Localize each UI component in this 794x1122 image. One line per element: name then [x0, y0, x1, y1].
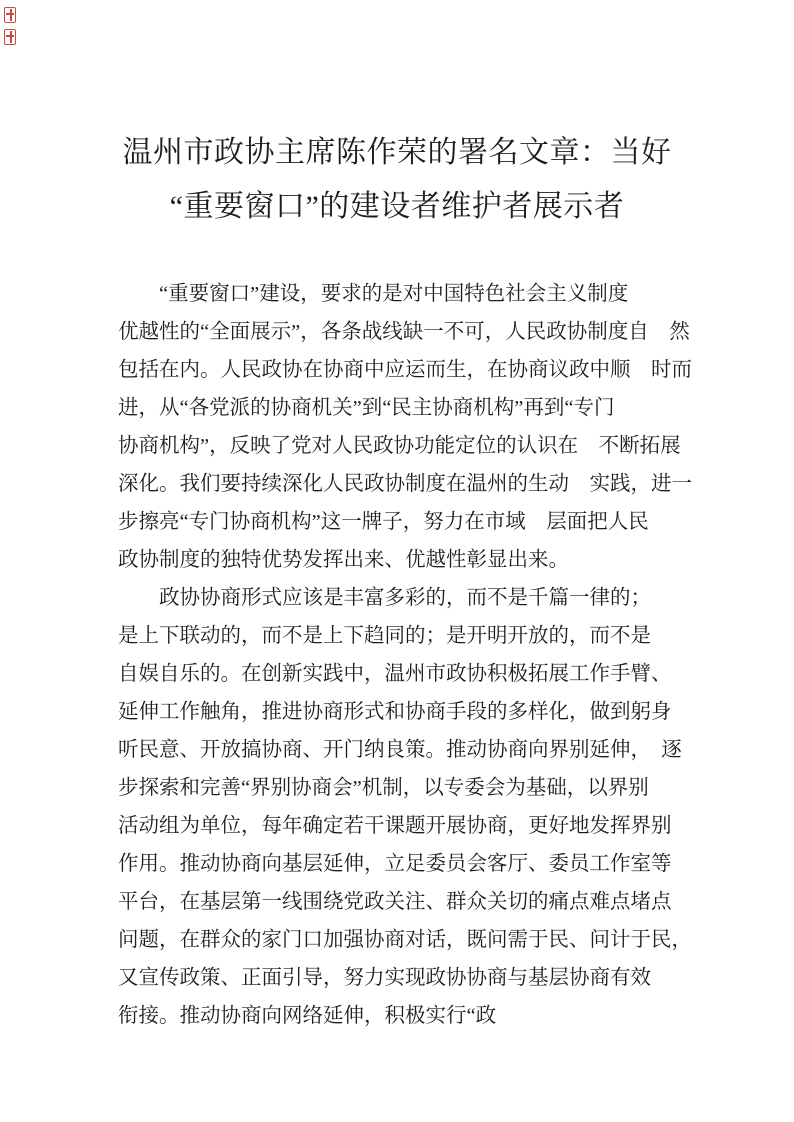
body-text-line: 政协制度的独特优势发挥出来、优越性彰显出来。 — [118, 549, 569, 571]
red-stamp-icon — [4, 29, 16, 45]
paragraph-1 — [118, 275, 714, 579]
body-text-line: 包括在内。人民政协在协商中应运而生，在协商议政中顺 时而 — [118, 359, 692, 381]
body-text-line: “重要窗口”建设，要求的是对中国特色社会主义制度 — [159, 283, 629, 305]
body-text-line: 深化。我们要持续深化人民政协制度在温州的生动 实践，进一 — [118, 473, 692, 495]
article-title-line: 温州市政协主席陈作荣的署名文章：当好 — [122, 136, 672, 169]
body-text-line: 延伸工作触角，推进协商形式和协商手段的多样化，做到躬身 — [118, 701, 672, 723]
article-title — [0, 0, 794, 234]
body-text-line: 协商机构”，反映了党对人民政协功能定位的认识在 不断拓展 — [118, 435, 681, 457]
body-text-line: 平台，在基层第一线围绕党政关注、群众关切的痛点难点堵点 — [118, 891, 672, 913]
body-text-line: 进，从“各党派的协商机关”到“民主协商机构”再到“专门 — [118, 397, 615, 419]
article-body — [0, 275, 794, 1035]
red-stamp-icon — [4, 7, 16, 23]
body-text-line: 活动组为单位，每年确定若干课题开展协商，更好地发挥界别 — [118, 815, 672, 837]
body-text-line: 衔接。推动协商向网络延伸，积极实行“政 — [118, 1005, 497, 1027]
body-text-line: 步探索和完善“界别协商会”机制，以专委会为基础，以界别 — [118, 777, 649, 799]
body-text-line: 政协协商形式应该是丰富多彩的，而不是千篇一律的； — [159, 587, 651, 609]
body-text-line: 又宣传政策、正面引导，努力实现政协协商与基层协商有效 — [118, 967, 651, 989]
paragraph-2 — [118, 579, 714, 1035]
body-text-line: 是上下联动的，而不是上下趋同的；是开明开放的，而不是 — [118, 625, 651, 647]
body-text-line: 自娱自乐的。在创新实践中，温州市政协积极拓展工作手臂、 — [118, 663, 672, 685]
article-title-line: “重要窗口”的建设者维护者展示者 — [169, 190, 625, 223]
body-text-line: 听民意、开放搞协商、开门纳良策。推动协商向界别延伸， 逐 — [118, 739, 682, 761]
red-corner-marks — [4, 7, 18, 51]
body-text-line: 问题，在群众的家门口加强协商对话，既问需于民、问计于民， — [118, 929, 692, 951]
body-text-line: 作用。推动协商向基层延伸，立足委员会客厅、委员工作室等 — [118, 853, 672, 875]
body-text-line: 步擦亮“专门协商机构”这一牌子，努力在市域 层面把人民 — [118, 511, 649, 533]
body-text-line: 优越性的“全面展示”，各条战线缺一不可，人民政协制度自 然 — [118, 321, 690, 343]
